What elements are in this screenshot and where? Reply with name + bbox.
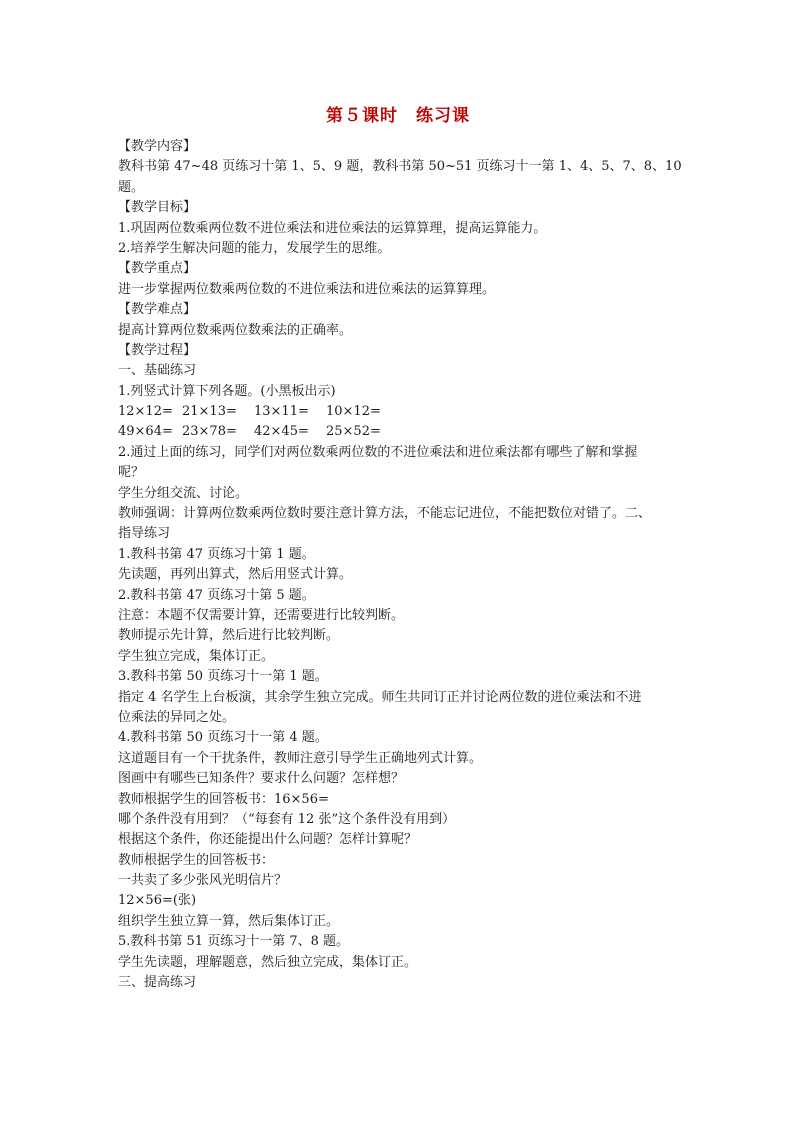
paragraph-line: 2.教科书第 47 页练习十第 5 题。 — [118, 587, 315, 603]
paragraph-line: 图画中有哪些已知条件？要求什么问题？怎样想？ — [118, 771, 405, 787]
part-2-heading: 指导练习 — [118, 526, 171, 542]
difficulty-text: 提高计算两位数乘两位数乘法的正确率。 — [118, 322, 353, 338]
paragraph-line: 组织学生独立算一算，然后集体订正。 — [118, 913, 340, 929]
paragraph-line: 先读题，再列出算式，然后用竖式计算。 — [118, 567, 353, 583]
paragraph-line: 位乘法的异同之处。 — [118, 709, 236, 725]
part-1-heading: 一、基础练习 — [118, 363, 197, 379]
paragraph-line: 3.教科书第 50 页练习十一第 1 题。 — [118, 669, 328, 685]
exercise-1-instruction: 1.列竖式计算下列各题。(小黑板出示) — [118, 383, 336, 399]
paragraph-line: 1.教科书第 47 页练习十第 1 题。 — [118, 546, 315, 562]
calc-item: 49×64= — [118, 424, 173, 440]
section-heading-difficulty: 【教学难点】 — [118, 302, 197, 318]
calc-row — [118, 402, 678, 422]
paragraph-line: 5.教科书第 51 页练习十一第 7、8 题。 — [118, 934, 350, 950]
paragraph-line: 一共卖了多少张风光明信片？ — [118, 873, 288, 889]
paragraph-line: 2.通过上面的练习，同学们对两位数乘两位数的不进位乘法和进位乘法都有哪些了解和掌握 — [118, 444, 638, 460]
goal-2: 2.培养学生解决问题的能力，发展学生的思维。 — [118, 240, 391, 256]
section-heading-key-points: 【教学重点】 — [118, 261, 197, 277]
section-heading-process: 【教学过程】 — [118, 342, 197, 358]
paragraph-line: 教师根据学生的回答板书：16×56= — [118, 791, 329, 807]
paragraph-line: 教师根据学生的回答板书： — [118, 852, 275, 868]
paragraph-line: 4.教科书第 50 页练习十一第 4 题。 — [118, 730, 328, 746]
paragraph-line: 教师提示先计算，然后进行比较判断。 — [118, 628, 340, 644]
goal-1: 1.巩固两位数乘两位数不进位乘法和进位乘法的运算算理，提高运算能力。 — [118, 220, 547, 236]
paragraph-line: 哪个条件没有用到？（“每套有 12 张”这个条件没有用到） — [118, 811, 456, 827]
calc-item: 25×52= — [326, 424, 381, 440]
content-text: 教科书第 47~48 页练习十第 1、5、9 题，教科书第 50~51 页练习十一第 1、4、5、7、8、10 — [118, 159, 682, 175]
calc-row — [118, 422, 678, 442]
calc-item: 21×13= — [182, 404, 237, 420]
content-text-cont: 题。 — [118, 179, 145, 195]
paragraph-line: 注意：本题不仅需要计算，还需要进行比较判断。 — [118, 607, 405, 623]
calc-item: 23×78= — [182, 424, 237, 440]
lesson-body — [118, 137, 682, 993]
calc-item: 13×11= — [254, 404, 309, 420]
section-heading-content: 【教学内容】 — [118, 139, 197, 154]
calc-item: 10×12= — [326, 404, 381, 420]
paragraph-line: 指定 4 名学生上台板演，其余学生独立完成。师生共同订正并讨论两位数的进位乘法和不进 — [118, 689, 642, 705]
paragraph-line: 学生先读题，理解题意，然后独立完成，集体订正。 — [118, 954, 418, 970]
paragraph-line: 这道题目有一个干扰条件，教师注意引导学生正确地列式计算。 — [118, 750, 483, 766]
key-point-text: 进一步掌握两位数乘两位数的不进位乘法和进位乘法的运算算理。 — [118, 281, 496, 297]
calc-item: 12×12= — [118, 404, 173, 420]
paragraph-line: 学生分组交流、讨论。 — [118, 485, 249, 501]
calc-item: 42×45= — [254, 424, 309, 440]
paragraph-line: 12×56=(张) — [118, 893, 197, 909]
lesson-title: 第５课时 练习课 — [326, 106, 470, 126]
section-heading-goals: 【教学目标】 — [118, 200, 197, 216]
paragraph-line: 学生独立完成，集体订正。 — [118, 648, 275, 664]
paragraph-line: 呢？ — [118, 465, 145, 481]
part-3-heading: 三、提高练习 — [118, 975, 197, 991]
paragraph-line: 根据这个条件，你还能提出什么问题？怎样计算呢？ — [118, 832, 418, 848]
paragraph-line: 教师强调：计算两位数乘两位数时要注意计算方法，不能忘记进位，不能把数位对错了。二、 — [118, 506, 652, 522]
